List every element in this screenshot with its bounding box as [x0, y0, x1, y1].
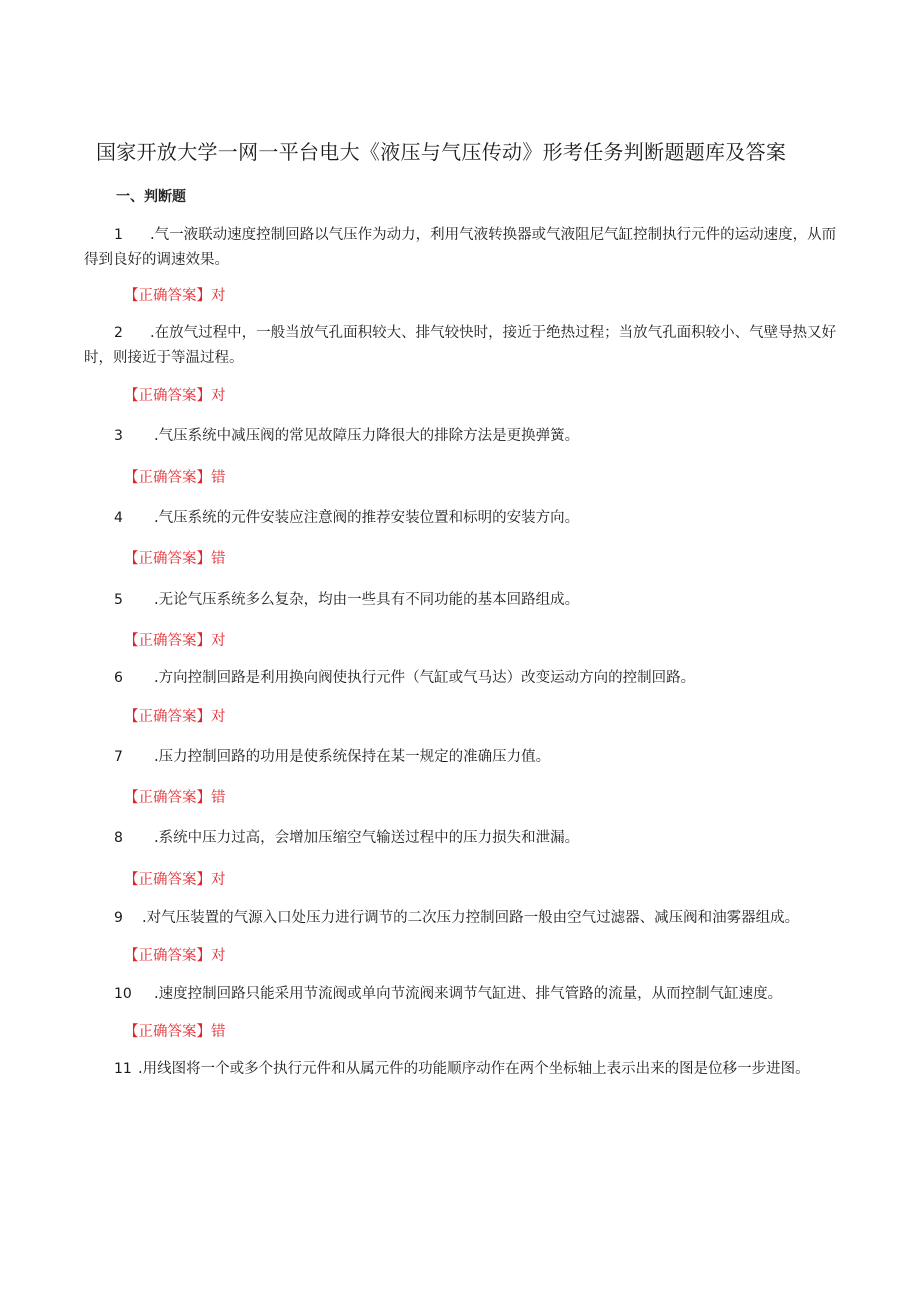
question-item [84, 1057, 844, 1082]
question-number: 11 [114, 1061, 132, 1077]
question-item [84, 906, 844, 931]
question-number: 1 [114, 227, 123, 243]
question-number: 9 [114, 910, 123, 926]
question-text: .气一液联动速度控制回路以气压作为动力，利用气液转换器或气液阻尼气缸控制执行元件的运动速度，从而得到良好的调速效果。 [84, 227, 837, 268]
question-number: 3 [114, 428, 123, 444]
answer-label: 【正确答案】对 [124, 388, 226, 404]
question-item [84, 223, 844, 273]
question-number: 10 [114, 986, 132, 1002]
answer-label: 【正确答案】对 [124, 288, 226, 304]
question-text: .方向控制回路是利用换向阀使执行元件（气缸或气马达）改变运动方向的控制回路。 [154, 670, 696, 686]
answer-label: 【正确答案】对 [124, 948, 226, 964]
question-text: .对气压装置的气源入口处压力进行调节的二次压力控制回路一般由空气过滤器、减压阀和油雾器组成。 [142, 910, 800, 926]
question-item [84, 666, 844, 691]
question-text: .速度控制回路只能采用节流阀或单向节流阀来调节气缸进、排气管路的流量，从而控制气缸速度。 [154, 986, 783, 1002]
answer-label: 【正确答案】错 [124, 551, 226, 567]
question-number: 4 [114, 510, 123, 526]
question-item [84, 982, 844, 1007]
answer-label: 【正确答案】对 [124, 633, 226, 649]
answer-label: 【正确答案】错 [124, 470, 226, 486]
question-number: 6 [114, 670, 123, 686]
question-number: 7 [114, 749, 123, 765]
question-item [84, 506, 844, 531]
question-item [84, 321, 844, 371]
question-text: .气压系统的元件安装应注意阀的推荐安装位置和标明的安装方向。 [154, 510, 580, 526]
question-text: .系统中压力过高，会增加压缩空气输送过程中的压力损失和泄漏。 [154, 830, 580, 846]
question-text: .无论气压系统多么复杂，均由一些具有不同功能的基本回路组成。 [154, 592, 580, 608]
question-number: 5 [114, 592, 123, 608]
question-item [84, 745, 844, 770]
document-title: 国家开放大学一网一平台电大《液压与气压传动》形考任务判断题题库及答案 [96, 140, 787, 164]
question-item [84, 826, 844, 851]
question-text: .压力控制回路的功用是使系统保持在某一规定的准确压力值。 [154, 749, 551, 765]
answer-label: 【正确答案】对 [124, 709, 226, 725]
question-text: .用线图将一个或多个执行元件和从属元件的功能顺序动作在两个坐标轴上表示出来的图是位移一步进图。 [138, 1061, 810, 1077]
question-number: 8 [114, 830, 123, 846]
answer-label: 【正确答案】对 [124, 872, 226, 888]
question-item [84, 424, 844, 449]
answer-label: 【正确答案】错 [124, 1024, 226, 1040]
question-number: 2 [114, 325, 123, 341]
question-text: .气压系统中减压阀的常见故障压力降很大的排除方法是更换弹簧。 [154, 428, 580, 444]
answer-label: 【正确答案】错 [124, 790, 226, 806]
question-item [84, 588, 844, 613]
question-text: .在放气过程中，一般当放气孔面积较大、排气较快时，接近于绝热过程；当放气孔面积较小、气壁导热又好时，则接近于等温过程。 [84, 325, 837, 366]
section-heading: 一、判断题 [116, 189, 186, 205]
